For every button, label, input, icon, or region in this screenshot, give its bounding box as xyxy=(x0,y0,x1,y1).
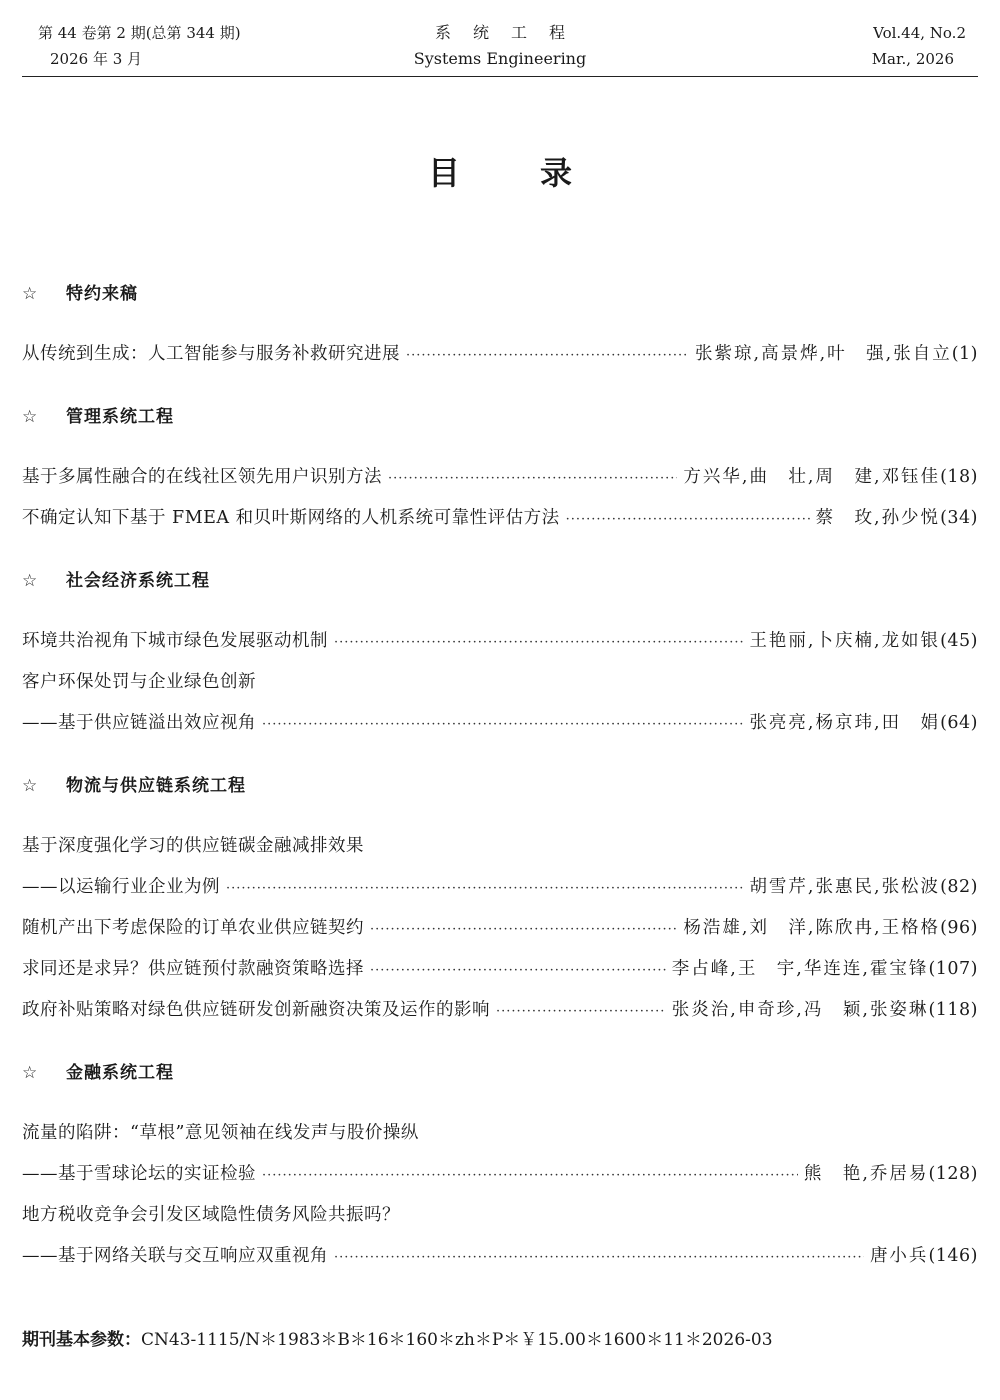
journal-parameters-label: 期刊基本参数： xyxy=(22,1330,141,1350)
section-title: 物流与供应链系统工程 xyxy=(66,776,246,796)
article-authors: 张紫琼,高景烨,叶 强,张自立 xyxy=(695,344,952,364)
journal-name xyxy=(22,20,978,72)
star-icon: ☆ xyxy=(22,571,39,591)
star-icon: ☆ xyxy=(22,284,39,304)
article-title: 环境共治视角下城市绿色发展驱动机制 xyxy=(22,631,328,651)
article-subtitle: ——以运输行业企业为例 xyxy=(22,877,220,897)
leader-dots xyxy=(262,704,743,745)
article-title: 基于深度强化学习的供应链碳金融减排效果 xyxy=(22,836,364,856)
article-page-number: (146) xyxy=(928,1246,978,1266)
article-subtitle: ——基于雪球论坛的实证检验 xyxy=(22,1164,256,1184)
section-heading xyxy=(22,395,978,457)
article-page-number: (82) xyxy=(940,877,978,897)
article-byline xyxy=(672,990,978,1031)
toc-entry xyxy=(22,498,978,539)
section-heading xyxy=(22,1051,978,1113)
article-page-number: (18) xyxy=(940,467,978,487)
article-title: 从传统到生成：人工智能参与服务补救研究进展 xyxy=(22,344,400,364)
article-authors: 熊 艳,乔居易 xyxy=(803,1164,929,1184)
article-page-number: (96) xyxy=(940,918,978,938)
article-authors: 杨浩雄,刘 洋,陈欣冉,王格格 xyxy=(683,918,941,938)
section-title: 特约来稿 xyxy=(66,284,138,304)
leader-dots xyxy=(334,1237,864,1278)
article-authors: 方兴华,曲 壮,周 建,邓钰佳 xyxy=(683,467,941,487)
table-of-contents xyxy=(22,272,978,1277)
journal-parameters xyxy=(22,1325,773,1355)
toc-entry xyxy=(22,1236,978,1277)
journal-name-cn: 系统工程 xyxy=(434,23,587,42)
article-page-number: (107) xyxy=(928,959,978,979)
article-title: 不确定认知下基于 FMEA 和贝叶斯网络的人机系统可靠性评估方法 xyxy=(22,508,560,528)
article-title: 地方税收竞争会引发区域隐性债务风险共振吗？ xyxy=(22,1205,400,1225)
article-byline xyxy=(749,867,978,908)
article-page-number: (34) xyxy=(940,508,978,528)
article-page-number: (1) xyxy=(951,344,978,364)
article-title: 流量的陷阱：“草根”意见领袖在线发声与股价操纵 xyxy=(22,1123,419,1143)
article-title: 客户环保处罚与企业绿色创新 xyxy=(22,672,256,692)
toc-entry xyxy=(22,1154,978,1195)
article-byline xyxy=(749,703,978,744)
volume-issue: 第 44 卷第 2 期(总第 344 期) xyxy=(38,24,241,42)
article-byline xyxy=(672,949,978,990)
article-title: 政府补贴策略对绿色供应链研发创新融资决策及运作的影响 xyxy=(22,1000,490,1020)
article-authors: 王艳丽,卜庆楠,龙如银 xyxy=(749,631,941,651)
article-title: 随机产出下考虑保险的订单农业供应链契约 xyxy=(22,918,364,938)
issue-date: 2026 年 3 月 xyxy=(50,50,143,68)
article-page-number: (118) xyxy=(928,1000,978,1020)
leader-dots xyxy=(388,458,677,499)
section-heading xyxy=(22,559,978,621)
leader-dots xyxy=(262,1155,798,1196)
star-icon: ☆ xyxy=(22,1063,39,1083)
article-page-number: (64) xyxy=(940,713,978,733)
journal-name-en: Systems Engineering xyxy=(413,49,587,68)
issue-info-en xyxy=(872,20,966,72)
toc-title: 目录 xyxy=(427,154,652,192)
article-byline xyxy=(870,1236,978,1277)
section-title: 社会经济系统工程 xyxy=(66,571,210,591)
article-title: 求同还是求异？供应链预付款融资策略选择 xyxy=(22,959,364,979)
article-byline xyxy=(683,908,978,949)
page-header xyxy=(22,14,978,77)
toc-entry-title-line xyxy=(22,826,978,867)
article-title: 基于多属性融合的在线社区领先用户识别方法 xyxy=(22,467,382,487)
toc-entry xyxy=(22,457,978,498)
journal-parameters-value: CN43-1115/N＊1983＊B＊16＊160＊zh＊P＊￥15.00＊1600＊11＊2026-03 xyxy=(141,1330,773,1350)
section-title: 金融系统工程 xyxy=(66,1063,174,1083)
toc-entry-title-line xyxy=(22,662,978,703)
article-byline xyxy=(749,621,978,662)
leader-dots xyxy=(370,950,666,991)
article-byline xyxy=(816,498,979,539)
article-authors: 蔡 玫,孙少悦 xyxy=(815,508,941,528)
star-icon: ☆ xyxy=(22,407,39,427)
article-authors: 张亮亮,杨京玮,田 娟 xyxy=(749,713,941,733)
section-heading xyxy=(22,764,978,826)
volume-issue-en: Vol.44, No.2 xyxy=(873,24,966,42)
article-page-number: (45) xyxy=(940,631,978,651)
leader-dots xyxy=(406,335,689,376)
article-authors: 胡雪芹,张惠民,张松波 xyxy=(749,877,941,897)
leader-dots xyxy=(334,622,743,663)
article-byline xyxy=(804,1154,978,1195)
toc-entry-title-line xyxy=(22,1195,978,1236)
article-byline xyxy=(695,334,978,375)
leader-dots xyxy=(370,909,677,950)
leader-dots xyxy=(226,868,743,909)
toc-entry xyxy=(22,990,978,1031)
toc-entry xyxy=(22,621,978,662)
article-byline xyxy=(683,457,978,498)
toc-entry xyxy=(22,334,978,375)
leader-dots xyxy=(496,991,666,1032)
section-heading xyxy=(22,272,978,334)
issue-date-en: Mar., 2026 xyxy=(871,50,954,68)
toc-entry xyxy=(22,949,978,990)
article-authors: 李占峰,王 宇,华连连,霍宝锋 xyxy=(671,959,929,979)
star-icon: ☆ xyxy=(22,776,39,796)
article-subtitle: ——基于网络关联与交互响应双重视角 xyxy=(22,1246,328,1266)
leader-dots xyxy=(566,499,810,540)
toc-entry-title-line xyxy=(22,1113,978,1154)
article-page-number: (128) xyxy=(928,1164,978,1184)
toc-entry xyxy=(22,908,978,949)
article-subtitle: ——基于供应链溢出效应视角 xyxy=(22,713,256,733)
article-authors: 张炎治,申奇珍,冯 颖,张姿琳 xyxy=(671,1000,929,1020)
toc-entry xyxy=(22,703,978,744)
article-authors: 唐小兵 xyxy=(869,1246,929,1266)
toc-entry xyxy=(22,867,978,908)
section-title: 管理系统工程 xyxy=(66,407,174,427)
